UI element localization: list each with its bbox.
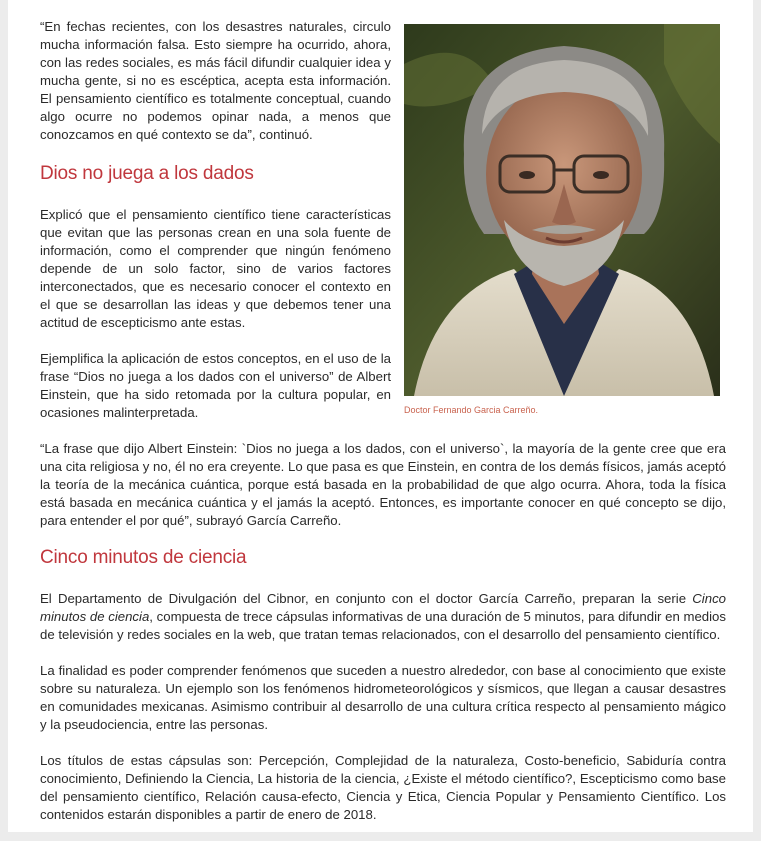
photo-caption: Doctor Fernando Garcia Carreño. (404, 405, 539, 415)
paragraph-purpose: La finalidad es poder comprender fenómenos que suceden a nuestro alrededor, con base al conocimiento que existe sobre su naturaleza. Un ejemplo son los fenómenos hidrometeorológicos y sísmicos, que llegan a causar desastres en comunidades mexicanas. Asimismo contribuir al desarrollo de una cultura crítica respecto al pensamiento mágico y la pseudociencia, entre las personas. (40, 663, 726, 732)
paragraph-explain: Explicó que el pensamiento científico tiene características que evitan que las personas crean en una sola fuente de información, como el comprender que ningún fenómeno depende de un solo factor, sino de varios factores interconectados, que es necesario conocer el contexto en el que se desarrollan las ideas y que debemos tener una actitud de escepticismo ante estas. (40, 207, 391, 330)
paragraph-einstein-quote: “La frase que dijo Albert Einstein: `Dios no juega a los dados, con el universo`, la mayoría de la gente cree que era una cita religiosa y no, él no era creyente. Lo que pasa es que Einstein, en contra de los demás físicos, jamás aceptó la teoría de la mecánica cuántica, porque está basada en la probabilidad de que algo ocurra. Ahora, toda la física está basada en mecánica cuántica y el jamás la aceptó. Entonces, es importante conocer en qué concepto se dijo, para entender el por qué”, subrayó García Carreño. (40, 441, 726, 528)
paragraph-example: Ejemplifica la aplicación de estos conceptos, en el uso de la frase “Dios no juega a los dados con el universo” de Albert Einstein, que ha sido retomada por la cultura popular, en ocasiones malinterpretada. (40, 351, 391, 420)
series-text-after: , compuesta de trece cápsulas informativas de una duración de 5 minutos, para difundir en medios de televisión y redes sociales en la web, que tratan temas relacionados, con el desarrollo del pensamiento científico. (40, 609, 726, 642)
heading-dios-no-juega: Dios no juega a los dados (40, 163, 254, 184)
series-text-before: El Departamento de Divulgación del Cibnor, en conjunto con el doctor García Carreño, preparan la serie (40, 591, 693, 606)
article-page (8, 0, 753, 832)
portrait-figure (404, 24, 720, 416)
series-title-italic: Cinco minutos de ciencia (40, 591, 726, 624)
paragraph-titles: Los títulos de estas cápsulas son: Percepción, Complejidad de la naturaleza, Costo-beneficio, Sabiduría contra conocimiento, Definiendo la Ciencia, La historia de la ciencia, ¿Existe el método científico?, Escepticismo como base del pensamiento científico, Relación causa-efecto, Ciencia y Etica, Ciencia Popular y Pensamiento Científico. Los contenidos estarán disponibles a partir de enero de 2018. (40, 753, 726, 822)
heading-cinco-minutos: Cinco minutos de ciencia (40, 547, 247, 568)
article-content (40, 18, 726, 824)
paragraph-intro: “En fechas recientes, con los desastres naturales, circulo mucha información falsa. Esto siempre ha ocurrido, ahora, con las redes sociales, es más fácil difundir cualquier idea y mucha gente, si no es escéptica, acepta esta información. El pensamiento científico es totalmente conceptual, cuando algo ocurre no podemos opinar nada, a menos que conozcamos en qué contexto se da”, continuó. (40, 19, 391, 142)
paragraph-series (40, 590, 726, 644)
portrait-photo (404, 24, 720, 396)
